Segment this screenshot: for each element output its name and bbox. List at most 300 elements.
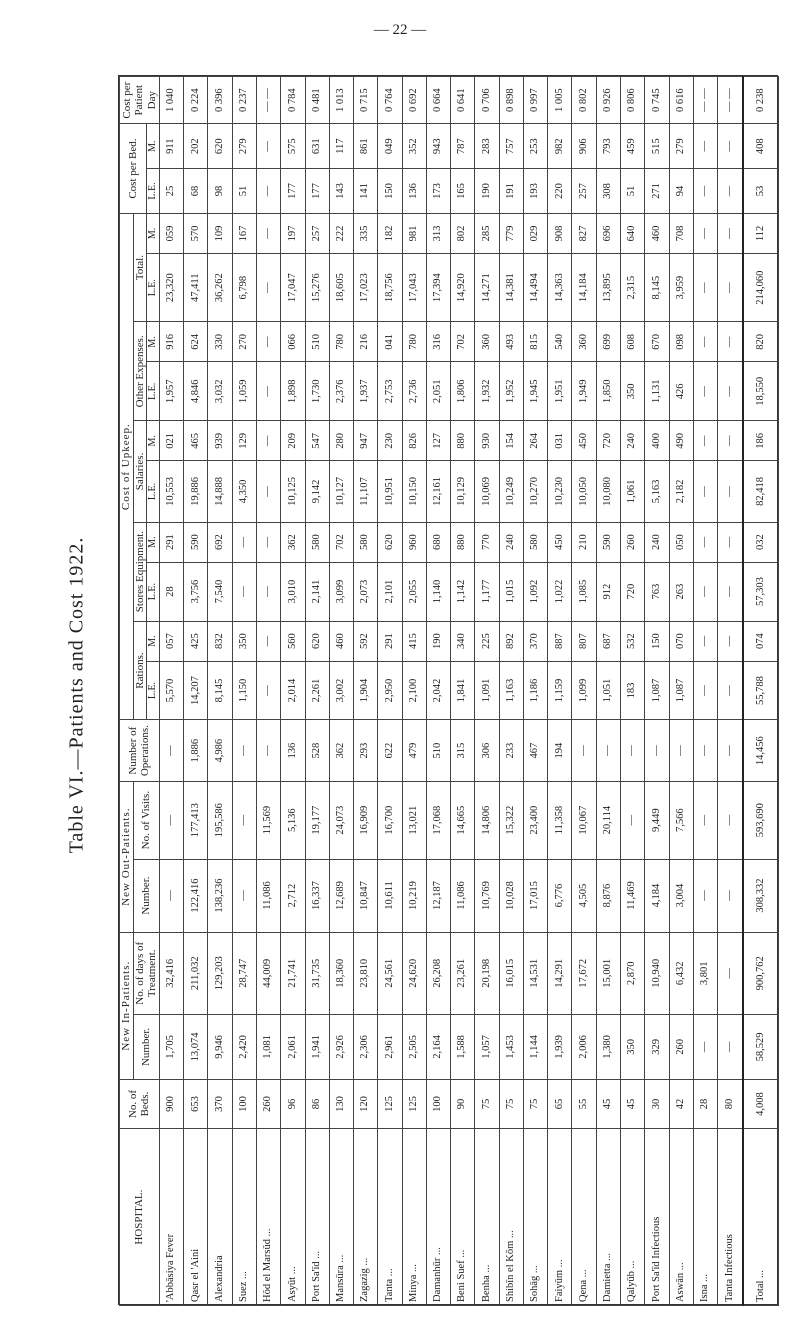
cell-in-days: 900,762	[743, 932, 779, 1014]
cell-total-le: 14,363	[548, 254, 572, 322]
cell-operations: —	[256, 720, 280, 781]
cell-out-number: 16,337	[305, 859, 329, 932]
cell-bed-m: 982	[548, 124, 572, 169]
table-row	[499, 77, 523, 1306]
cell-stores-le: 3,756	[184, 562, 208, 621]
cell-beds: 55	[572, 1079, 596, 1128]
cell-stores-m: —	[693, 522, 717, 562]
cell-other-m: 330	[208, 322, 232, 362]
cell-other-m: —	[718, 322, 744, 362]
cell-beds: 653	[184, 1079, 208, 1128]
cell-total-m: 827	[572, 213, 596, 253]
cell-in-number: 13,074	[184, 1015, 208, 1080]
cell-beds: 80	[718, 1079, 744, 1128]
header-le: L.E.	[147, 562, 160, 621]
cell-bed-le: —	[256, 169, 280, 214]
cell-bed-le: 165	[451, 169, 475, 214]
cell-patient	[329, 77, 353, 124]
cell-beds: 370	[208, 1079, 232, 1128]
cell-rations-m: 057	[159, 621, 183, 661]
cell-patient-pt: 997	[529, 88, 541, 105]
cell-out-visits: 195,586	[208, 781, 232, 859]
cell-total-le: 14,184	[572, 254, 596, 322]
cell-in-number: 329	[645, 1015, 669, 1080]
cell-salaries-le: 9,142	[305, 461, 329, 522]
header-total: Total.	[133, 213, 147, 322]
cell-salaries-le: 2,182	[669, 461, 693, 522]
cell-patient-pt: 481	[310, 88, 322, 105]
cell-patient-pt: —	[699, 88, 711, 99]
cell-hospital: Alexandria	[208, 1129, 232, 1306]
cell-hospital: Tanta ...	[378, 1129, 402, 1306]
cell-patient	[596, 77, 620, 124]
cell-patient-le: 0	[213, 106, 225, 112]
cell-out-visits: 17,068	[426, 781, 450, 859]
cell-in-number: 1,939	[548, 1015, 572, 1080]
cell-total-m: 908	[548, 213, 572, 253]
cell-out-number: 8,876	[596, 859, 620, 932]
cell-in-days: 16,015	[499, 932, 523, 1014]
cell-total-le: 14,381	[499, 254, 523, 322]
cell-out-visits: 24,073	[329, 781, 353, 859]
cell-rations-m: 340	[451, 621, 475, 661]
cell-rations-le: 1,051	[596, 661, 620, 720]
cell-rations-m: 887	[548, 621, 572, 661]
cell-stores-le: 57,303	[743, 562, 779, 621]
cell-beds: 28	[693, 1079, 717, 1128]
cell-rations-le: 2,014	[281, 661, 305, 720]
cell-salaries-le: 10,150	[402, 461, 426, 522]
cell-patient-le: 0	[383, 106, 395, 112]
cell-in-days: 3,801	[693, 932, 717, 1014]
cell-total-le: 6,798	[232, 254, 256, 322]
header-operations: Number of Operations.	[120, 720, 160, 781]
cell-other-m: 510	[305, 322, 329, 362]
cell-total-le: —	[256, 254, 280, 322]
table-row	[232, 77, 256, 1306]
cell-patient-pt: 040	[165, 88, 177, 105]
cell-salaries-m: 186	[743, 421, 779, 461]
cell-out-visits: 5,136	[281, 781, 305, 859]
cell-in-days: 2,870	[620, 932, 644, 1014]
cell-in-days: 14,531	[523, 932, 547, 1014]
patients-cost-table	[119, 76, 779, 1306]
cell-rations-m: 070	[669, 621, 693, 661]
cell-beds: 120	[354, 1079, 378, 1128]
cell-out-number: 138,236	[208, 859, 232, 932]
cell-patient-le: 0	[238, 106, 250, 112]
cell-hospital: Port Sa'īd ...	[305, 1129, 329, 1306]
cell-bed-le: 308	[596, 169, 620, 214]
cell-patient-pt: 005	[553, 88, 565, 105]
cell-rations-m: 560	[281, 621, 305, 661]
cell-stores-le: 1,140	[426, 562, 450, 621]
cell-other-le: 1,952	[499, 362, 523, 421]
cell-total-le: 14,494	[523, 254, 547, 322]
cell-total-le: 36,262	[208, 254, 232, 322]
cell-salaries-m: 127	[426, 421, 450, 461]
cell-hospital: Tanta Infectious	[718, 1129, 744, 1306]
cell-operations: —	[718, 720, 744, 781]
total-row	[743, 77, 779, 1306]
cell-total-m: 570	[184, 213, 208, 253]
cell-patient-le: 1	[165, 106, 177, 112]
cell-patient-le: 0	[577, 106, 589, 112]
cell-in-days: 18,360	[329, 932, 353, 1014]
cell-patient-pt: —	[723, 88, 735, 99]
cell-stores-le: 3,099	[329, 562, 353, 621]
cell-patient-le: 1	[553, 106, 565, 112]
cell-patient	[159, 77, 183, 124]
cell-patient-le: 0	[626, 106, 638, 112]
cell-in-number: 1,705	[159, 1015, 183, 1080]
cell-salaries-m: 465	[184, 421, 208, 461]
cell-in-number: 2,006	[572, 1015, 596, 1080]
cell-rations-m: 425	[184, 621, 208, 661]
cell-salaries-m: —	[256, 421, 280, 461]
cell-total-m: 335	[354, 213, 378, 253]
cell-stores-le: —	[718, 562, 744, 621]
cell-salaries-le: 19,886	[184, 461, 208, 522]
cell-total-m: 182	[378, 213, 402, 253]
cell-beds: 75	[523, 1079, 547, 1128]
cell-beds: 900	[159, 1079, 183, 1128]
cell-total-m: 981	[402, 213, 426, 253]
cell-rations-le: 1,091	[475, 661, 499, 720]
cell-stores-m: 702	[329, 522, 353, 562]
cell-beds: 125	[402, 1079, 426, 1128]
cell-patient	[305, 77, 329, 124]
cell-patient-le: 0	[674, 106, 686, 112]
cell-salaries-le: —	[693, 461, 717, 522]
cell-bed-m: 906	[572, 124, 596, 169]
cell-patient	[572, 77, 596, 124]
cell-out-number: 2,712	[281, 859, 305, 932]
cell-out-visits: 177,413	[184, 781, 208, 859]
cell-total-m: 460	[645, 213, 669, 253]
cell-bed-m: 279	[669, 124, 693, 169]
cell-beds: 4,008	[743, 1079, 779, 1128]
cell-total-le: 23,320	[159, 254, 183, 322]
cell-patient-le: 0	[529, 106, 541, 112]
cell-other-le: 1,059	[232, 362, 256, 421]
header-le: L.E.	[147, 661, 160, 720]
cell-rations-le: 183	[620, 661, 644, 720]
cell-operations: —	[669, 720, 693, 781]
table-row	[718, 77, 744, 1306]
cell-operations: —	[693, 720, 717, 781]
cell-in-days: 24,620	[402, 932, 426, 1014]
cell-patient-pt: —	[262, 88, 274, 99]
cell-stores-m: 692	[208, 522, 232, 562]
cell-rations-m: 620	[305, 621, 329, 661]
cell-total-m: 802	[451, 213, 475, 253]
cell-patient-le: 0	[456, 106, 468, 112]
cell-stores-le: 720	[620, 562, 644, 621]
cell-patient-le: —	[262, 101, 274, 112]
cell-salaries-le: 82,418	[743, 461, 779, 522]
cell-operations: 479	[402, 720, 426, 781]
cell-rations-m: —	[718, 621, 744, 661]
cell-stores-le: 28	[159, 562, 183, 621]
cell-stores-m: —	[232, 522, 256, 562]
cell-bed-le: 143	[329, 169, 353, 214]
cell-other-le: 18,550	[743, 362, 779, 421]
table-row	[281, 77, 305, 1306]
header-new-out-patients: New Out-Patients.	[120, 781, 134, 932]
cell-other-m: 699	[596, 322, 620, 362]
cell-hospital: Isna ...	[693, 1129, 717, 1306]
cell-rations-le: —	[718, 661, 744, 720]
cell-total-m: 285	[475, 213, 499, 253]
cell-patient	[669, 77, 693, 124]
cell-in-days: 32,416	[159, 932, 183, 1014]
cell-bed-le: 220	[548, 169, 572, 214]
cell-rations-le: 14,207	[184, 661, 208, 720]
cell-other-m: 360	[475, 322, 499, 362]
cell-salaries-le: —	[256, 461, 280, 522]
cell-stores-le: 912	[596, 562, 620, 621]
cell-other-m: 916	[159, 322, 183, 362]
cell-in-days: 23,810	[354, 932, 378, 1014]
cell-total-le: 17,043	[402, 254, 426, 322]
cell-stores-m: —	[718, 522, 744, 562]
cell-bed-m: 943	[426, 124, 450, 169]
cell-other-le: 1,898	[281, 362, 305, 421]
cell-salaries-m: 947	[354, 421, 378, 461]
cell-out-visits: —	[232, 781, 256, 859]
cell-rations-m: 687	[596, 621, 620, 661]
cell-stores-le: 7,540	[208, 562, 232, 621]
cell-rations-le: 55,788	[743, 661, 779, 720]
cell-stores-m: 450	[548, 522, 572, 562]
cell-in-number: 1,453	[499, 1015, 523, 1080]
cell-patient-pt: 715	[359, 88, 371, 105]
cell-stores-le: 263	[669, 562, 693, 621]
cell-rations-m: 460	[329, 621, 353, 661]
cell-rations-m: 832	[208, 621, 232, 661]
cell-total-m: 640	[620, 213, 644, 253]
cell-salaries-m: 880	[451, 421, 475, 461]
cell-bed-m: 911	[159, 124, 183, 169]
cell-other-m: 670	[645, 322, 669, 362]
cell-patient	[620, 77, 644, 124]
cell-operations: —	[572, 720, 596, 781]
cell-stores-m: 240	[645, 522, 669, 562]
cell-rations-le: 2,261	[305, 661, 329, 720]
cell-other-le: 426	[669, 362, 693, 421]
cell-operations: 136	[281, 720, 305, 781]
cell-in-number: 260	[669, 1015, 693, 1080]
cell-patient	[354, 77, 378, 124]
cell-bed-le: 51	[620, 169, 644, 214]
table-body	[159, 77, 778, 1306]
cell-salaries-le: 14,888	[208, 461, 232, 522]
cell-other-le: 350	[620, 362, 644, 421]
cell-other-le: 1,937	[354, 362, 378, 421]
cell-patient	[281, 77, 305, 124]
cell-patient-pt: 013	[335, 88, 347, 105]
cell-out-number: 308,332	[743, 859, 779, 932]
cell-total-m: 109	[208, 213, 232, 253]
cell-operations: —	[232, 720, 256, 781]
cell-total-le: 18,605	[329, 254, 353, 322]
cell-rations-le: 1,150	[232, 661, 256, 720]
cell-in-days: 28,747	[232, 932, 256, 1014]
cell-stores-le: 2,141	[305, 562, 329, 621]
cell-salaries-m: 031	[548, 421, 572, 461]
cell-beds: 90	[451, 1079, 475, 1128]
cell-other-le: —	[693, 362, 717, 421]
cell-bed-m: 117	[329, 124, 353, 169]
cell-operations: —	[159, 720, 183, 781]
cell-other-m: 780	[402, 322, 426, 362]
header-out-number: Number.	[133, 859, 159, 932]
cell-stores-m: 580	[305, 522, 329, 562]
cell-stores-le: —	[232, 562, 256, 621]
cell-salaries-m: 264	[523, 421, 547, 461]
cell-hospital: Hōd el Marsūd ...	[256, 1129, 280, 1306]
cell-bed-m: 757	[499, 124, 523, 169]
cell-other-m: 493	[499, 322, 523, 362]
cell-salaries-m: 826	[402, 421, 426, 461]
header-in-days: No. of days of Treatment.	[133, 932, 159, 1014]
cell-other-le: 1,850	[596, 362, 620, 421]
cell-stores-m: 590	[184, 522, 208, 562]
cell-operations: 293	[354, 720, 378, 781]
cell-in-days: 21,741	[281, 932, 305, 1014]
cell-operations: 14,456	[743, 720, 779, 781]
cell-in-number: 58,529	[743, 1015, 779, 1080]
cell-out-visits: 23,400	[523, 781, 547, 859]
cell-patient	[499, 77, 523, 124]
cell-salaries-m: 547	[305, 421, 329, 461]
cell-stores-m: 620	[378, 522, 402, 562]
cell-salaries-le: 10,050	[572, 461, 596, 522]
cell-other-m: 540	[548, 322, 572, 362]
cell-operations: —	[620, 720, 644, 781]
cell-other-le: 2,051	[426, 362, 450, 421]
cell-stores-le: 1,022	[548, 562, 572, 621]
table-row	[208, 77, 232, 1306]
cell-patient-pt: 692	[407, 88, 419, 105]
cell-stores-m: —	[256, 522, 280, 562]
cell-bed-le: 177	[305, 169, 329, 214]
cell-hospital: Damanhūr ...	[426, 1129, 450, 1306]
cell-stores-le: —	[693, 562, 717, 621]
cell-in-days: 14,291	[548, 932, 572, 1014]
cell-out-visits: 16,909	[354, 781, 378, 859]
cell-patient	[451, 77, 475, 124]
cell-patient	[256, 77, 280, 124]
cell-operations: 194	[548, 720, 572, 781]
cell-patient-pt: 641	[456, 88, 468, 105]
cell-rations-le: 1,087	[645, 661, 669, 720]
cell-rations-m: 190	[426, 621, 450, 661]
cell-hospital: Aswān ...	[669, 1129, 693, 1306]
cell-in-number: 350	[620, 1015, 644, 1080]
cell-patient-pt: 238	[754, 88, 766, 105]
cell-salaries-m: 209	[281, 421, 305, 461]
header-le: L.E.	[147, 461, 160, 522]
cell-rations-le: 1,099	[572, 661, 596, 720]
cell-patient	[426, 77, 450, 124]
cell-patient	[475, 77, 499, 124]
cell-in-number: 1,144	[523, 1015, 547, 1080]
cell-out-visits: —	[159, 781, 183, 859]
cell-operations: 233	[499, 720, 523, 781]
cell-patient-le: 0	[189, 106, 201, 112]
table-row	[669, 77, 693, 1306]
cell-total-le: 17,023	[354, 254, 378, 322]
cell-salaries-le: 12,161	[426, 461, 450, 522]
cell-in-number: 1,588	[451, 1015, 475, 1080]
cell-salaries-m: 939	[208, 421, 232, 461]
cell-in-days: 211,032	[184, 932, 208, 1014]
cell-total-le: 17,047	[281, 254, 305, 322]
cell-patient	[693, 77, 717, 124]
cell-total-m: 779	[499, 213, 523, 253]
cell-hospital: Zagazig ...	[354, 1129, 378, 1306]
cell-out-visits: —	[718, 781, 744, 859]
cell-other-le: 2,376	[329, 362, 353, 421]
cell-out-visits: —	[693, 781, 717, 859]
cell-patient-le: —	[699, 101, 711, 112]
cell-bed-m: 459	[620, 124, 644, 169]
cell-out-number: —	[693, 859, 717, 932]
cell-other-m: 098	[669, 322, 693, 362]
cell-other-le: 2,736	[402, 362, 426, 421]
cell-bed-le: 98	[208, 169, 232, 214]
cell-other-m: 216	[354, 322, 378, 362]
cell-patient	[523, 77, 547, 124]
cell-out-visits: 9,449	[645, 781, 669, 859]
cell-patient-le: 0	[505, 106, 517, 112]
header-m: M.	[147, 621, 160, 661]
header-hospital: HOSPITAL.	[120, 1129, 160, 1306]
cell-total-m: 313	[426, 213, 450, 253]
cell-other-m: 270	[232, 322, 256, 362]
cell-stores-m: 050	[669, 522, 693, 562]
cell-bed-le: 68	[184, 169, 208, 214]
cell-total-m: 059	[159, 213, 183, 253]
cell-other-m: 780	[329, 322, 353, 362]
table-rotator	[119, 76, 779, 1306]
cell-out-number: —	[232, 859, 256, 932]
table-row	[354, 77, 378, 1306]
cell-in-days: 24,561	[378, 932, 402, 1014]
cell-hospital: Damietta ...	[596, 1129, 620, 1306]
cell-in-days: 15,001	[596, 932, 620, 1014]
cell-other-le: 1,932	[475, 362, 499, 421]
cell-stores-m: 362	[281, 522, 305, 562]
cell-total-le: 13,895	[596, 254, 620, 322]
cell-rations-le: 1,186	[523, 661, 547, 720]
cell-patient	[718, 77, 744, 124]
cell-operations: 1,886	[184, 720, 208, 781]
cell-beds: 65	[548, 1079, 572, 1128]
cell-out-number: 11,086	[451, 859, 475, 932]
cell-other-m: 820	[743, 322, 779, 362]
cell-bed-le: 136	[402, 169, 426, 214]
cell-stores-le: —	[256, 562, 280, 621]
cell-patient	[208, 77, 232, 124]
cell-salaries-le: 10,951	[378, 461, 402, 522]
cell-out-number: 12,187	[426, 859, 450, 932]
cell-patient-pt: 926	[602, 88, 614, 105]
header-salaries: Salaries.	[133, 421, 147, 522]
table-row	[184, 77, 208, 1306]
